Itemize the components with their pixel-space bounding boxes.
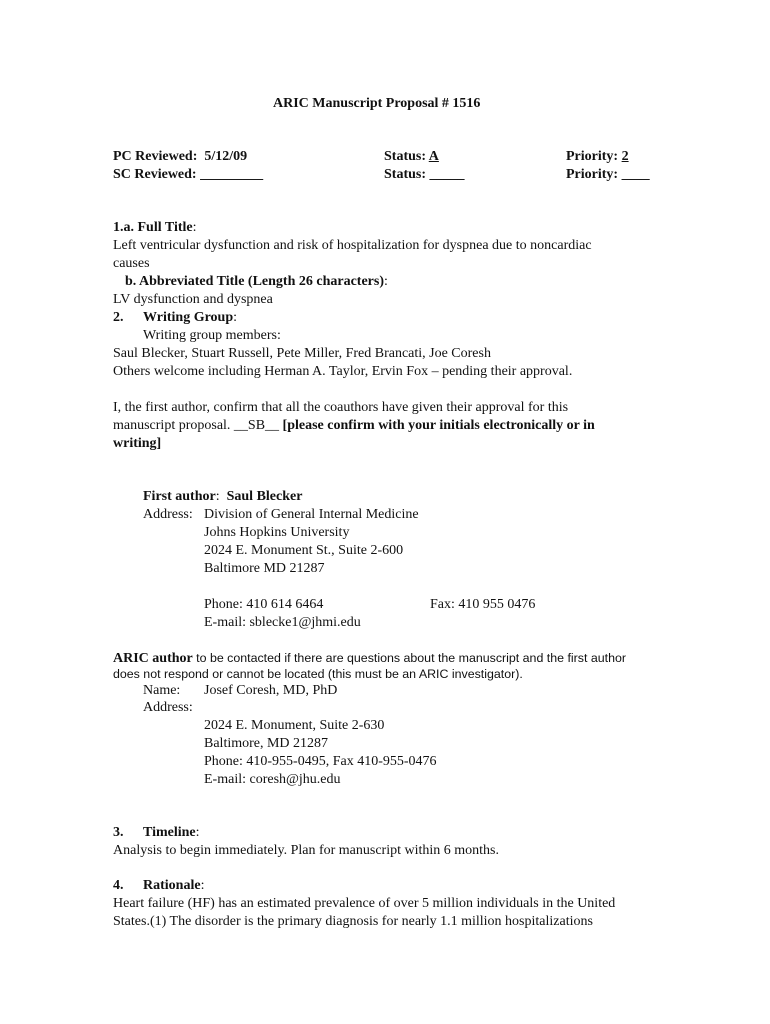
section-2-heading [143, 309, 237, 327]
priority-2 [566, 166, 650, 184]
section-1a-colon: : [192, 220, 197, 235]
aric-author-desc-line-2: does not respond or cannot be located (this must be an ARIC investigator). [113, 667, 523, 681]
aric-author-address-label: Address: [143, 700, 193, 715]
rationale-line-1: Heart failure (HF) has an estimated prevalence of over 5 million individuals in the United [113, 896, 616, 911]
first-author-label: First author [143, 489, 216, 504]
pc-reviewed [113, 148, 247, 166]
document-title: ARIC Manuscript Proposal # 1516 [273, 96, 481, 111]
aric-author-desc-1: to be contacted if there are questions about the manuscript and the first author [192, 651, 626, 665]
priority-2-label: Priority: [566, 167, 619, 182]
writing-group-members-line-2: Others welcome including Herman A. Taylor, Ervin Fox – pending their approval. [113, 364, 573, 379]
sc-reviewed-label: SC Reviewed: [113, 167, 197, 182]
confirm-line-2 [113, 417, 595, 435]
section-3-colon: : [195, 825, 200, 840]
status-2-value: _____ [429, 167, 465, 182]
section-1b-colon: : [384, 274, 388, 289]
section-3-heading [143, 824, 200, 842]
first-author-address-label: Address: [143, 507, 193, 522]
section-3-number: 3. [113, 825, 124, 840]
first-author-name: Saul Blecker [226, 489, 303, 504]
section-4-number: 4. [113, 878, 124, 893]
aric-author-name: Josef Coresh, MD, PhD [204, 683, 338, 698]
section-1a-heading [113, 219, 197, 237]
section-2-number: 2. [113, 310, 124, 325]
writing-group-members-label: Writing group members: [143, 328, 281, 343]
aric-author-label: ARIC author [113, 651, 193, 666]
writing-group-members-line-1: Saul Blecker, Stuart Russell, Pete Miller, Fred Brancati, Joe Coresh [113, 346, 491, 361]
section-4-label: Rationale [143, 878, 201, 893]
status-1 [384, 148, 439, 166]
section-2-label: Writing Group [143, 310, 234, 325]
full-title-line-2: causes [113, 256, 150, 271]
pc-reviewed-value: 5/12/09 [204, 149, 248, 164]
section-1b-label: b. Abbreviated Title (Length 26 characters) [125, 274, 384, 289]
confirm-line-1: I, the first author, confirm that all the coauthors have given their approval for this [113, 400, 569, 415]
pc-reviewed-label: PC Reviewed: [113, 149, 198, 164]
abbreviated-title: LV dysfunction and dyspnea [113, 292, 273, 307]
priority-1-label: Priority: [566, 149, 619, 164]
priority-1-value: 2 [621, 149, 629, 164]
section-3-label: Timeline [143, 825, 196, 840]
first-author-phone: Phone: 410 614 6464 [204, 597, 324, 612]
status-1-value: A [428, 149, 439, 164]
first-author-colon: : [215, 489, 220, 504]
first-author-address-1: Division of General Internal Medicine [204, 507, 419, 522]
aric-author-email: E-mail: coresh@jhu.edu [204, 772, 341, 787]
confirm-initials: manuscript proposal. __SB__ [113, 418, 283, 433]
aric-author-name-label: Name: [143, 683, 181, 698]
first-author-address-2: Johns Hopkins University [204, 525, 350, 540]
rationale-line-2: States.(1) The disorder is the primary diagnosis for nearly 1.1 million hospitalizations [113, 914, 593, 929]
aric-author-address-2: Baltimore, MD 21287 [204, 736, 329, 751]
first-author-fax: Fax: 410 955 0476 [430, 597, 536, 612]
timeline-text: Analysis to begin immediately. Plan for manuscript within 6 months. [113, 843, 499, 858]
priority-2-value: ____ [621, 167, 650, 182]
section-4-colon: : [200, 878, 205, 893]
status-2 [384, 166, 465, 184]
aric-author-phone-fax: Phone: 410-955-0495, Fax 410-955-0476 [204, 754, 437, 769]
full-title-line-1: Left ventricular dysfunction and risk of hospitalization for dyspnea due to noncardiac [113, 238, 592, 253]
first-author-heading [143, 488, 302, 506]
first-author-address-3: 2024 E. Monument St., Suite 2-600 [204, 543, 404, 558]
aric-author-address-1: 2024 E. Monument, Suite 2-630 [204, 718, 385, 733]
sc-reviewed [113, 166, 263, 184]
section-1b-heading [125, 273, 388, 291]
status-2-label: Status: [384, 167, 427, 182]
confirm-line-3: writing] [113, 436, 162, 451]
sc-reviewed-value: _________ [200, 167, 264, 182]
status-1-label: Status: [384, 149, 427, 164]
section-1a-label: 1.a. Full Title [113, 220, 193, 235]
first-author-address-4: Baltimore MD 21287 [204, 561, 325, 576]
confirm-instruction: [please confirm with your initials electronically or in [282, 418, 595, 433]
section-4-heading [143, 877, 204, 895]
priority-1 [566, 148, 629, 166]
section-2-colon: : [233, 310, 238, 325]
first-author-email: E-mail: sblecke1@jhmi.edu [204, 615, 361, 630]
